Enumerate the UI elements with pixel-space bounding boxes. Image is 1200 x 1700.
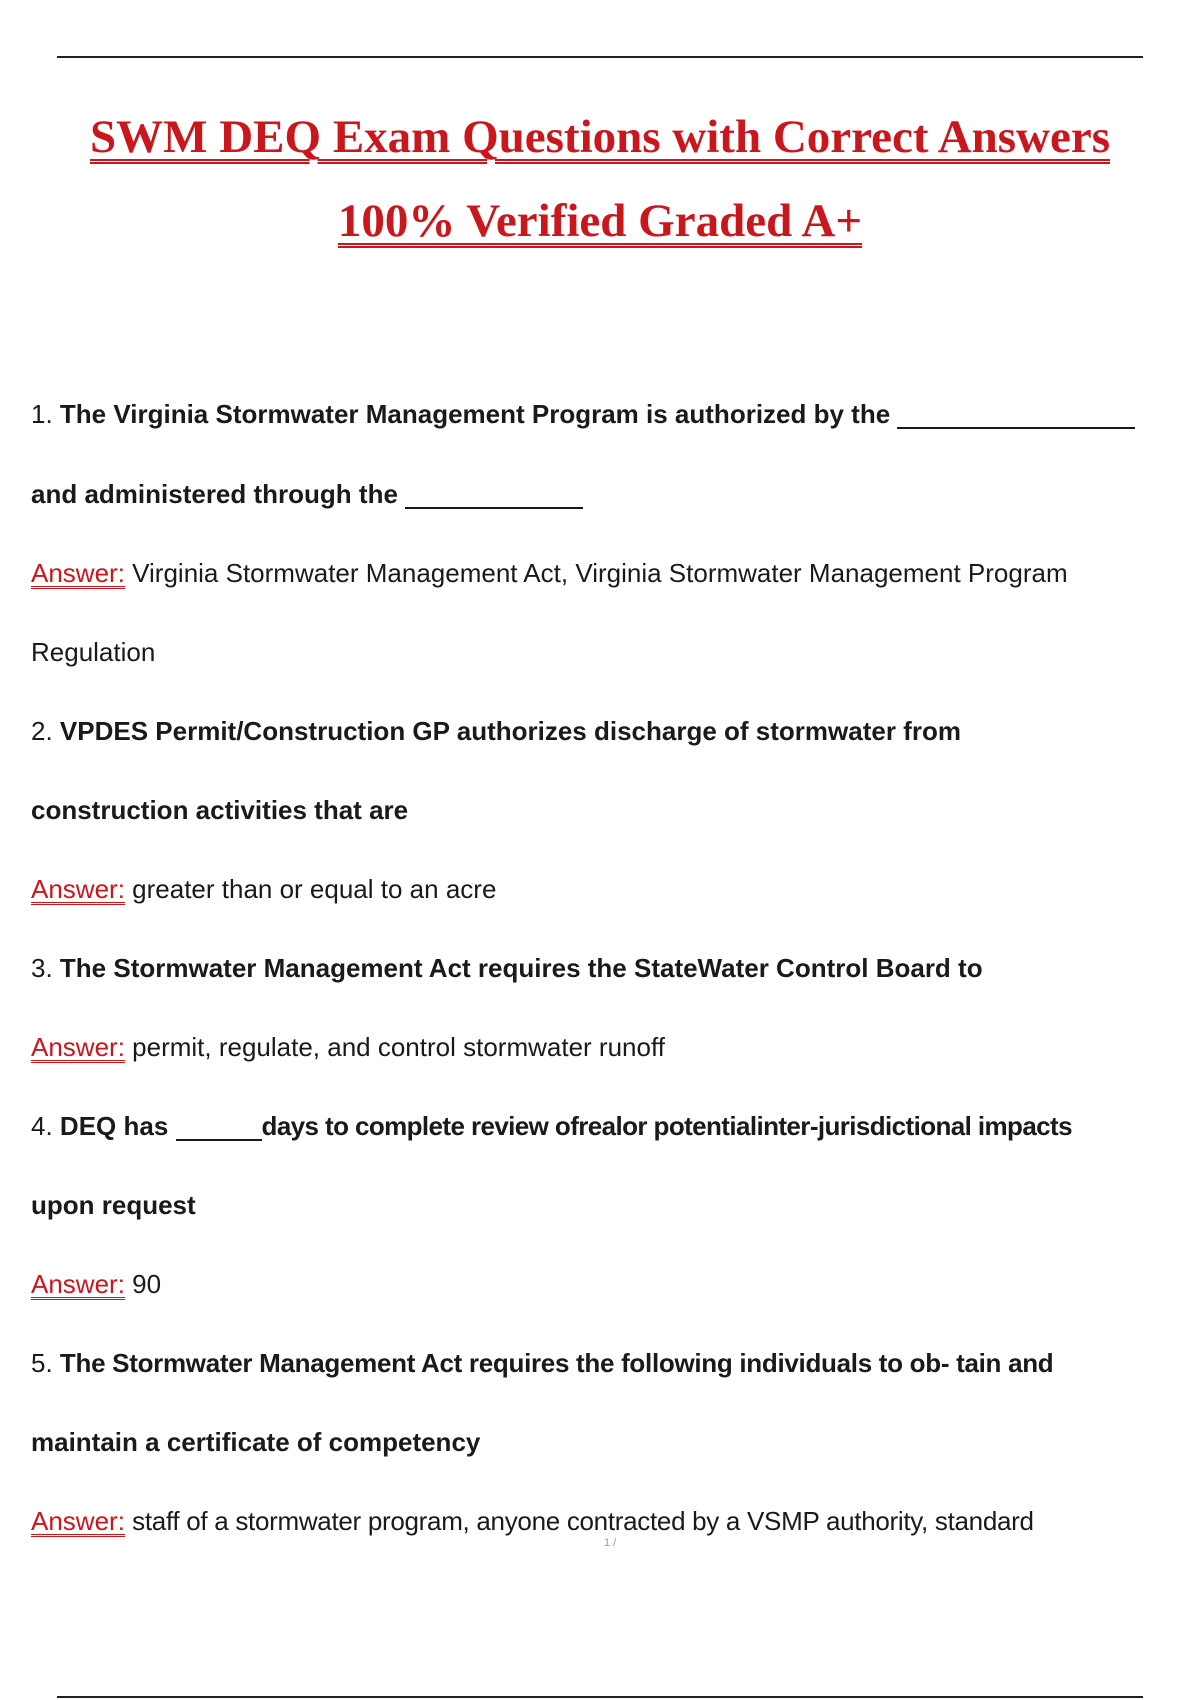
question-text: The Stormwater Management Act requires the following individuals to ob- tain and [59, 1348, 1054, 1378]
answer-blank [897, 401, 1135, 429]
question-text: construction activities that are [31, 795, 409, 825]
question-2 [31, 718, 961, 744]
question-5-continued [31, 1429, 480, 1455]
answer-label: Answer: [31, 558, 125, 588]
answer-text: Regulation [31, 637, 156, 667]
answer-blank [405, 481, 583, 509]
answer-3 [31, 1034, 665, 1060]
question-text: The Stormwater Management Act requires the StateWater Control Board to [59, 953, 983, 983]
answer-text: Virginia Stormwater Management Act, Virginia Stormwater Management Program [132, 558, 1068, 588]
question-number: 3. [31, 953, 53, 983]
question-text: DEQ has [59, 1111, 169, 1141]
title-line-2: 100% Verified Graded A+ [337, 195, 863, 247]
question-text: The Virginia Stormwater Management Program is authorized by the [59, 399, 891, 429]
question-1-continued [31, 481, 583, 509]
answer-2 [31, 876, 496, 902]
answer-blank [176, 1113, 262, 1141]
answer-text: staff of a stormwater program, anyone contracted by a VSMP authority, standard [132, 1506, 1034, 1536]
question-number: 2. [31, 716, 53, 746]
question-text: upon request [31, 1190, 196, 1220]
question-number: 4. [31, 1111, 53, 1141]
question-1 [31, 401, 1135, 429]
answer-label: Answer: [31, 1269, 125, 1299]
question-text: maintain a certificate of competency [31, 1427, 481, 1457]
answer-4 [31, 1271, 161, 1297]
answer-text: 90 [132, 1269, 162, 1299]
answer-5 [31, 1508, 1034, 1534]
question-text: and administered through the [31, 479, 398, 509]
bottom-rule [57, 1696, 1143, 1698]
question-4-continued [31, 1192, 196, 1218]
question-4 [31, 1113, 1072, 1141]
answer-1 [31, 560, 1068, 586]
page-number: 1 / [604, 1537, 617, 1549]
question-2-continued [31, 797, 408, 823]
question-text: days to complete review ofrealor potentialinter-jurisdictional impacts [261, 1111, 1072, 1141]
question-number: 5. [31, 1348, 53, 1378]
document-subtitle [0, 195, 1200, 247]
answer-label: Answer: [31, 874, 125, 904]
answer-label: Answer: [31, 1506, 125, 1536]
document-title [0, 111, 1200, 163]
question-text: VPDES Permit/Construction GP authorizes discharge of stormwater from [59, 716, 961, 746]
top-rule [57, 56, 1143, 58]
answer-label: Answer: [31, 1032, 125, 1062]
answer-text: permit, regulate, and control stormwater runoff [132, 1032, 665, 1062]
question-3 [31, 955, 983, 981]
answer-1-continued [31, 639, 155, 665]
question-5 [31, 1350, 1053, 1376]
question-number: 1. [31, 399, 53, 429]
answer-text: greater than or equal to an acre [132, 874, 497, 904]
title-line-1: SWM DEQ Exam Questions with Correct Answers [89, 111, 1111, 163]
